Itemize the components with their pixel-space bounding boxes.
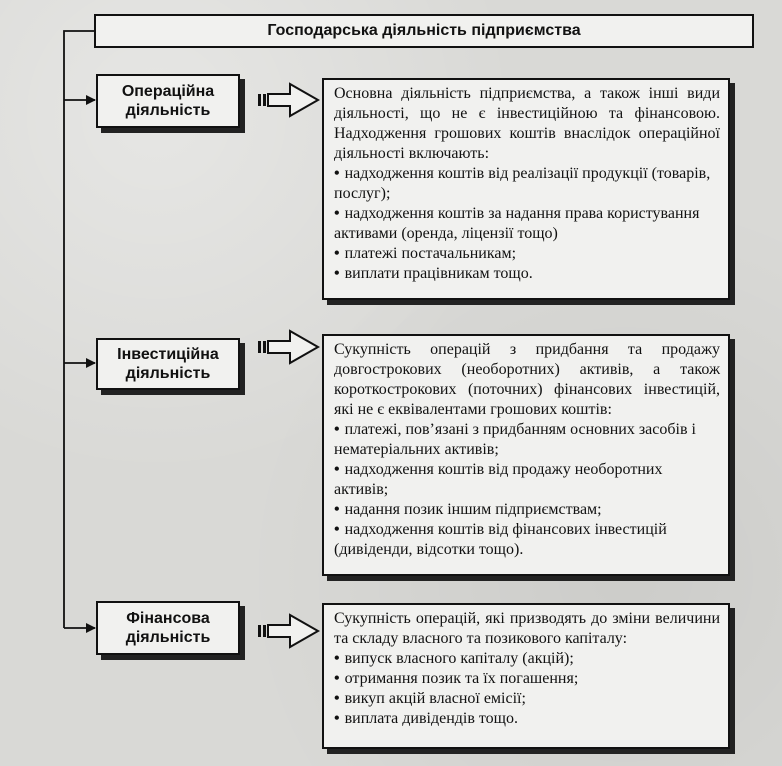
list-item: • виплати працівникам тощо. [334,264,720,284]
block-arrow-financial [258,615,318,647]
list-item: • надходження коштів від продажу необоротних активів; [334,460,720,500]
block-arrow-operational [258,84,318,116]
investment-activity-label: Інвестиційна діяльність [117,345,219,382]
operational-activity-intro: Основна діяльність підприємства, а також інші види діяльності, що не є інвестиційною та фінансовою. Надходження грошових коштів внаслідок операційної діяльності включають: [334,85,720,162]
list-item: • викуп акцій власної емісії; [334,689,720,709]
financial-activity-description [322,603,730,749]
operational-activity-description [322,78,730,300]
diagram-title-box [94,14,754,48]
investment-activity-list [334,420,720,560]
operational-activity-list [334,164,720,284]
investment-activity-intro: Сукупність операцій з придбання та продажу довгострокових (необоротних) активів, а також короткострокових (поточних) фінансових інвестицій, які не є еквівалентами грошових коштів: [334,341,720,418]
list-item: • платежі, пов’язані з придбанням основних засобів і нематеріальних активів; [334,420,720,460]
trunk-line [64,31,94,628]
financial-activity-label: Фінансова діяльність [125,609,211,646]
list-item: • виплата дивідендів тощо. [334,709,720,729]
list-item: • надходження коштів від реалізації продукції (товарів, послуг); [334,164,720,204]
diagram-title: Господарська діяльність підприємства [267,22,581,39]
financial-activity-box [96,601,240,655]
investment-activity-box [96,338,240,390]
list-item: • отримання позик та їх погашення; [334,669,720,689]
block-arrow-investment [258,331,318,363]
list-item: • надходження коштів за надання права користування активами (оренда, ліцензії тощо) [334,204,720,244]
list-item: • надання позик іншим підприємствам; [334,500,720,520]
operational-activity-box [96,74,240,128]
list-item: • платежі постачальникам; [334,244,720,264]
list-item: • надходження коштів від фінансових інвестицій (дивіденди, відсотки тощо). [334,520,720,560]
investment-activity-description [322,334,730,576]
list-item: • випуск власного капіталу (акцій); [334,649,720,669]
operational-activity-label: Операційна діяльність [121,82,215,119]
financial-activity-intro: Сукупність операцій, які призводять до зміни величини та складу власного та позикового капіталу: [334,610,720,647]
financial-activity-list [334,649,720,729]
